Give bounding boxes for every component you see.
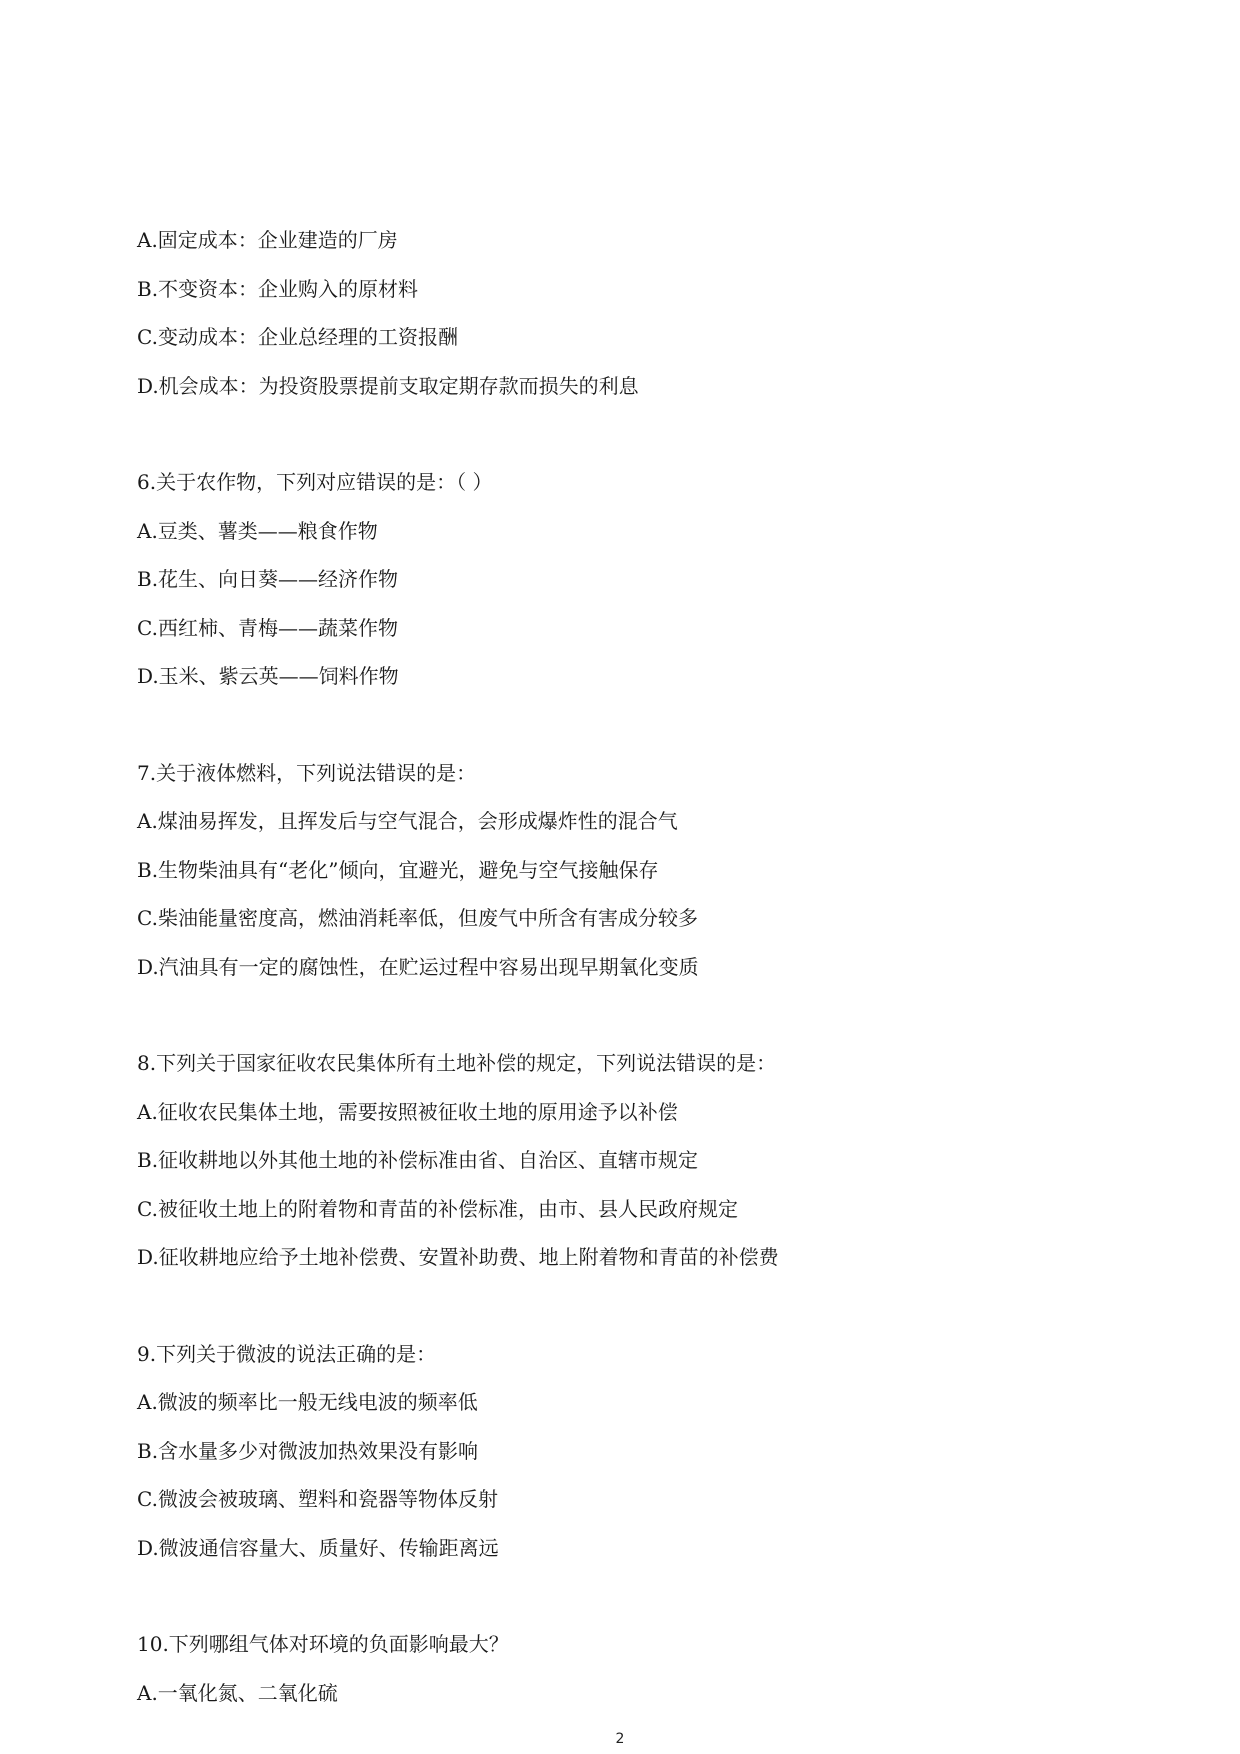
- option-6b: B.花生、向日葵——经济作物: [137, 567, 399, 591]
- option-8d: D.征收耕地应给予土地补偿费、安置补助费、地上附着物和青苗的补偿费: [137, 1245, 779, 1269]
- question-8-stem: 8.下列关于国家征收农民集体所有土地补偿的规定，下列说法错误的是：: [137, 1051, 777, 1075]
- option-9c: C.微波会被玻璃、塑料和瓷器等物体反射: [137, 1487, 498, 1511]
- question-9: [137, 1342, 1117, 1560]
- option-9a: A.微波的频率比一般无线电波的频率低: [137, 1390, 478, 1414]
- question-5: [137, 228, 1117, 398]
- option-7c: C.柴油能量密度高，燃油消耗率低，但废气中所含有害成分较多: [137, 906, 698, 930]
- option-7b: B.生物柴油具有“老化”倾向，宜避光，避免与空气接触保存: [137, 857, 659, 882]
- question-6: [137, 470, 1117, 688]
- option-7d: D.汽油具有一定的腐蚀性，在贮运过程中容易出现早期氧化变质: [137, 954, 699, 979]
- question-8: [137, 1051, 1117, 1269]
- option-5b: B.不变资本：企业购入的原材料: [137, 276, 419, 301]
- question-10: [137, 1632, 1117, 1705]
- question-6-stem: 6.关于农作物，下列对应错误的是：（ ）: [137, 470, 493, 494]
- spacer: [137, 1584, 1117, 1632]
- page-number: 2: [615, 1731, 625, 1747]
- option-6a: A.豆类、薯类——粮食作物: [137, 518, 378, 543]
- question-list: [137, 228, 1117, 1729]
- question-7: [137, 761, 1117, 979]
- option-6d: D.玉米、紫云英——饲料作物: [137, 664, 399, 688]
- option-9d: D.微波通信容量大、质量好、传输距离远: [137, 1535, 499, 1560]
- spacer: [137, 713, 1117, 761]
- spacer: [137, 1294, 1117, 1342]
- option-8c: C.被征收土地上的附着物和青苗的补偿标准，由市、县人民政府规定: [137, 1196, 738, 1221]
- option-10a: A.一氧化氮、二氧化硫: [137, 1680, 338, 1705]
- option-5a: A.固定成本：企业建造的厂房: [137, 228, 398, 252]
- spacer: [137, 422, 1117, 470]
- option-7a: A.煤油易挥发，且挥发后与空气混合，会形成爆炸性的混合气: [137, 809, 678, 833]
- question-9-stem: 9.下列关于微波的说法正确的是：: [137, 1341, 437, 1366]
- question-10-stem: 10.下列哪组气体对环境的负面影响最大？: [137, 1632, 509, 1656]
- option-6c: C.西红柿、青梅——蔬菜作物: [137, 615, 398, 640]
- spacer: [137, 1003, 1117, 1051]
- option-9b: B.含水量多少对微波加热效果没有影响: [137, 1438, 479, 1463]
- option-5c: C.变动成本：企业总经理的工资报酬: [137, 325, 458, 349]
- option-5d: D.机会成本：为投资股票提前支取定期存款而损失的利息: [137, 373, 639, 398]
- option-8b: B.征收耕地以外其他土地的补偿标准由省、自治区、直辖市规定: [137, 1148, 699, 1172]
- question-7-stem: 7.关于液体燃料，下列说法错误的是：: [137, 760, 477, 785]
- option-8a: A.征收农民集体土地，需要按照被征收土地的原用途予以补偿: [137, 1099, 678, 1124]
